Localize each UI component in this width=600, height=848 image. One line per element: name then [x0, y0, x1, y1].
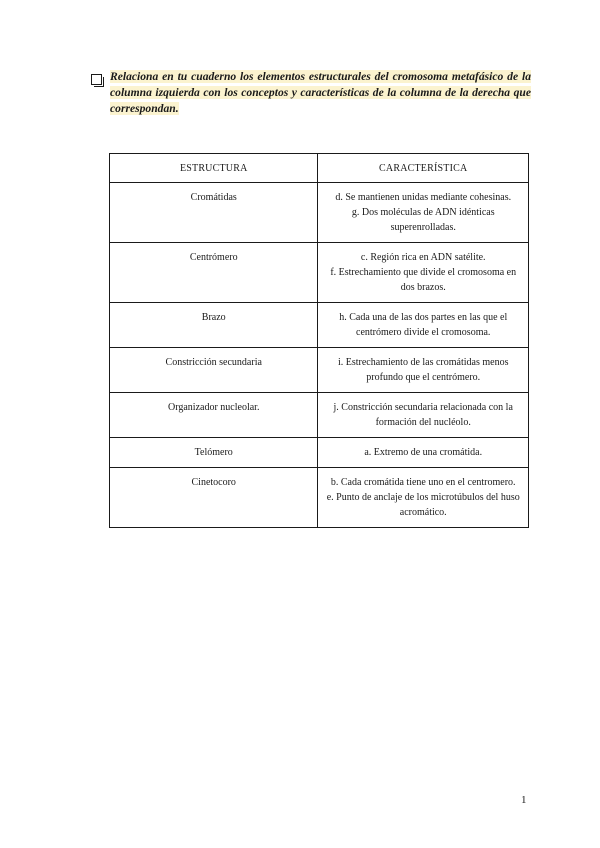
checkbox-bullet-icon [91, 74, 102, 85]
characteristic-cell [318, 393, 529, 438]
characteristic-cell [318, 303, 529, 348]
structure-table [109, 153, 529, 528]
characteristic-item: i. Estrechamiento de las cromátidas menos profundo que el centrómero. [337, 357, 509, 383]
characteristic-item: b. Cada cromátida tiene uno en el centromero. [330, 477, 516, 488]
characteristic-item: f. Estrechamiento que divide el cromosoma en dos brazos. [330, 267, 517, 293]
characteristic-item: h. Cada una de las dos partes en las que el centrómero divide el cromosoma. [339, 312, 508, 338]
characteristic-cell [318, 468, 529, 528]
table-row [110, 438, 529, 468]
characteristic-item: e. Punto de anclaje de los microtúbulos del huso acromático. [326, 492, 520, 518]
header-characteristic: CARACTERÍSTICA [318, 154, 529, 183]
instruction-text [110, 69, 531, 117]
page-number: 1 [521, 794, 527, 806]
table-row [110, 243, 529, 303]
structure-cell: Cromátidas [110, 183, 318, 243]
structure-cell: Cinetocoro [110, 468, 318, 528]
table-row [110, 183, 529, 243]
structure-cell: Telómero [110, 438, 318, 468]
characteristic-item: a. Extremo de una cromátida. [364, 447, 483, 458]
characteristic-cell [318, 243, 529, 303]
table-row [110, 348, 529, 393]
characteristic-cell [318, 348, 529, 393]
structure-cell: Constricción secundaria [110, 348, 318, 393]
structure-cell: Organizador nucleolar. [110, 393, 318, 438]
table-row [110, 303, 529, 348]
table-row [110, 393, 529, 438]
table-row [110, 468, 529, 528]
instruction [91, 69, 531, 117]
structure-cell: Centrómero [110, 243, 318, 303]
characteristic-item: c. Región rica en ADN satélite. [360, 252, 486, 263]
table-header-row [110, 154, 529, 183]
characteristic-item: g. Dos moléculas de ADN idénticas superenrolladas. [351, 207, 495, 233]
characteristic-item: d. Se mantienen unidas mediante cohesinas. [335, 192, 512, 203]
instruction-highlight: Relaciona en tu cuaderno los elementos estructurales del cromosoma metafásico de la columna izquierda con los conceptos y características de la columna de la derecha que correspondan. [110, 70, 531, 115]
characteristic-item: j. Constricción secundaria relacionada con la formación del nucléolo. [333, 402, 513, 428]
header-structure: ESTRUCTURA [110, 154, 318, 183]
characteristic-cell [318, 183, 529, 243]
structure-cell: Brazo [110, 303, 318, 348]
characteristic-cell [318, 438, 529, 468]
